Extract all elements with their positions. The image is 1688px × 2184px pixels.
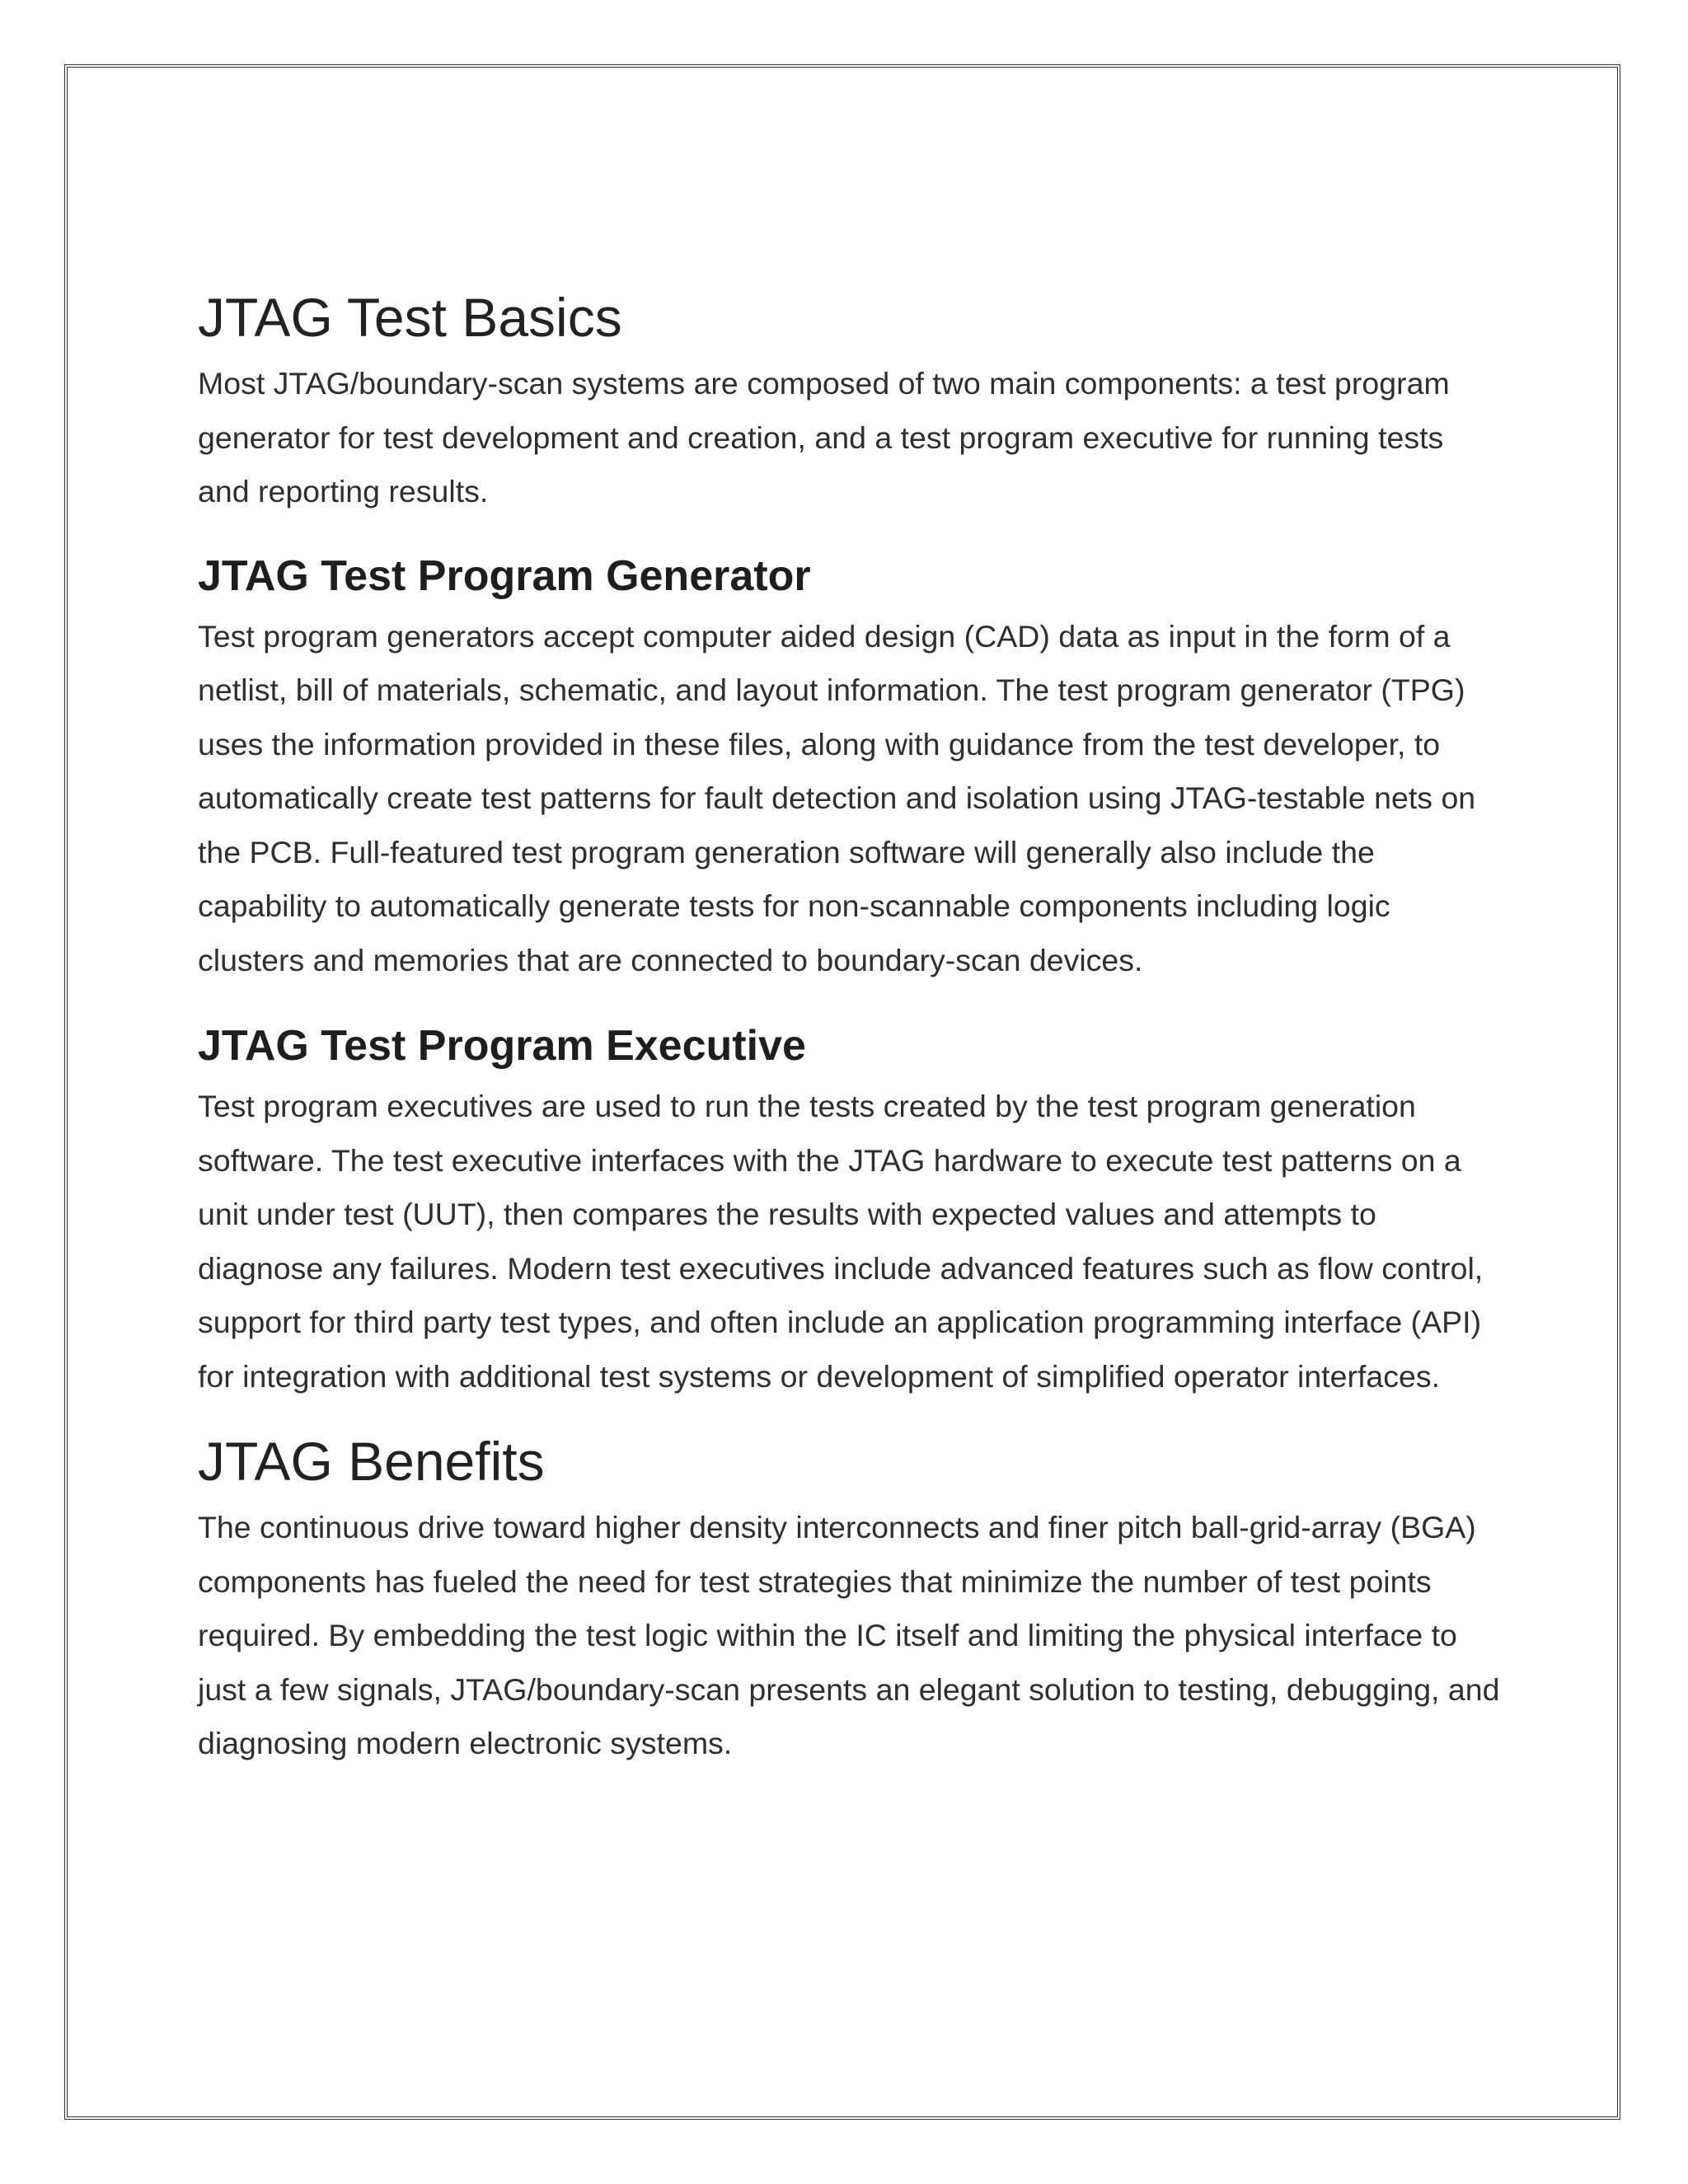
section-heading: JTAG Test Basics <box>198 287 622 348</box>
section-heading: JTAG Test Program Generator <box>198 551 811 600</box>
section-test-program-executive <box>198 1019 1500 1404</box>
section-jtag-test-basics <box>198 284 1500 519</box>
section-test-program-generator <box>198 549 1500 988</box>
section-jtag-benefits <box>198 1428 1500 1771</box>
section-paragraph: Test program executives are used to run the tests created by the test program generation software. The test executive interfaces with the JTAG hardware to execute test patterns on a unit under test (UUT), then compares the results with expected values and attempts to diagnose any failures. Modern test executives include advanced features such as flow control, support for third party test types, and often include an application programming interface (API) for integration with additional test systems or development of simplified operator interfaces. <box>198 1089 1484 1394</box>
section-heading: JTAG Test Program Executive <box>198 1022 806 1070</box>
document-content <box>198 284 1500 1771</box>
section-heading: JTAG Benefits <box>198 1431 545 1492</box>
section-paragraph: Test program generators accept computer aided design (CAD) data as input in the form of a netlist, bill of materials, schematic, and layout information. The test program generator (TPG) uses the information provided in these files, along with guidance from the test developer, to automatically create test patterns for fault detection and isolation using JTAG-testable nets on the PCB. Full-featured test program generation software will generally also include the capability to automatically generate tests for non-scannable components including logic clusters and memories that are connected to boundary-scan devices. <box>198 618 1476 977</box>
section-paragraph: Most JTAG/boundary-scan systems are composed of two main components: a test program generator for test development and creation, and a test program executive for running tests and reporting results. <box>198 366 1450 509</box>
section-paragraph: The continuous drive toward higher density interconnects and finer pitch ball-grid-array (BGA) components has fueled the need for test strategies that minimize the number of test points required. By embedding the test logic within the IC itself and limiting the physical interface to just a few signals, JTAG/boundary-scan presents an elegant solution to testing, debugging, and diagnosing modern electronic systems. <box>198 1510 1500 1760</box>
